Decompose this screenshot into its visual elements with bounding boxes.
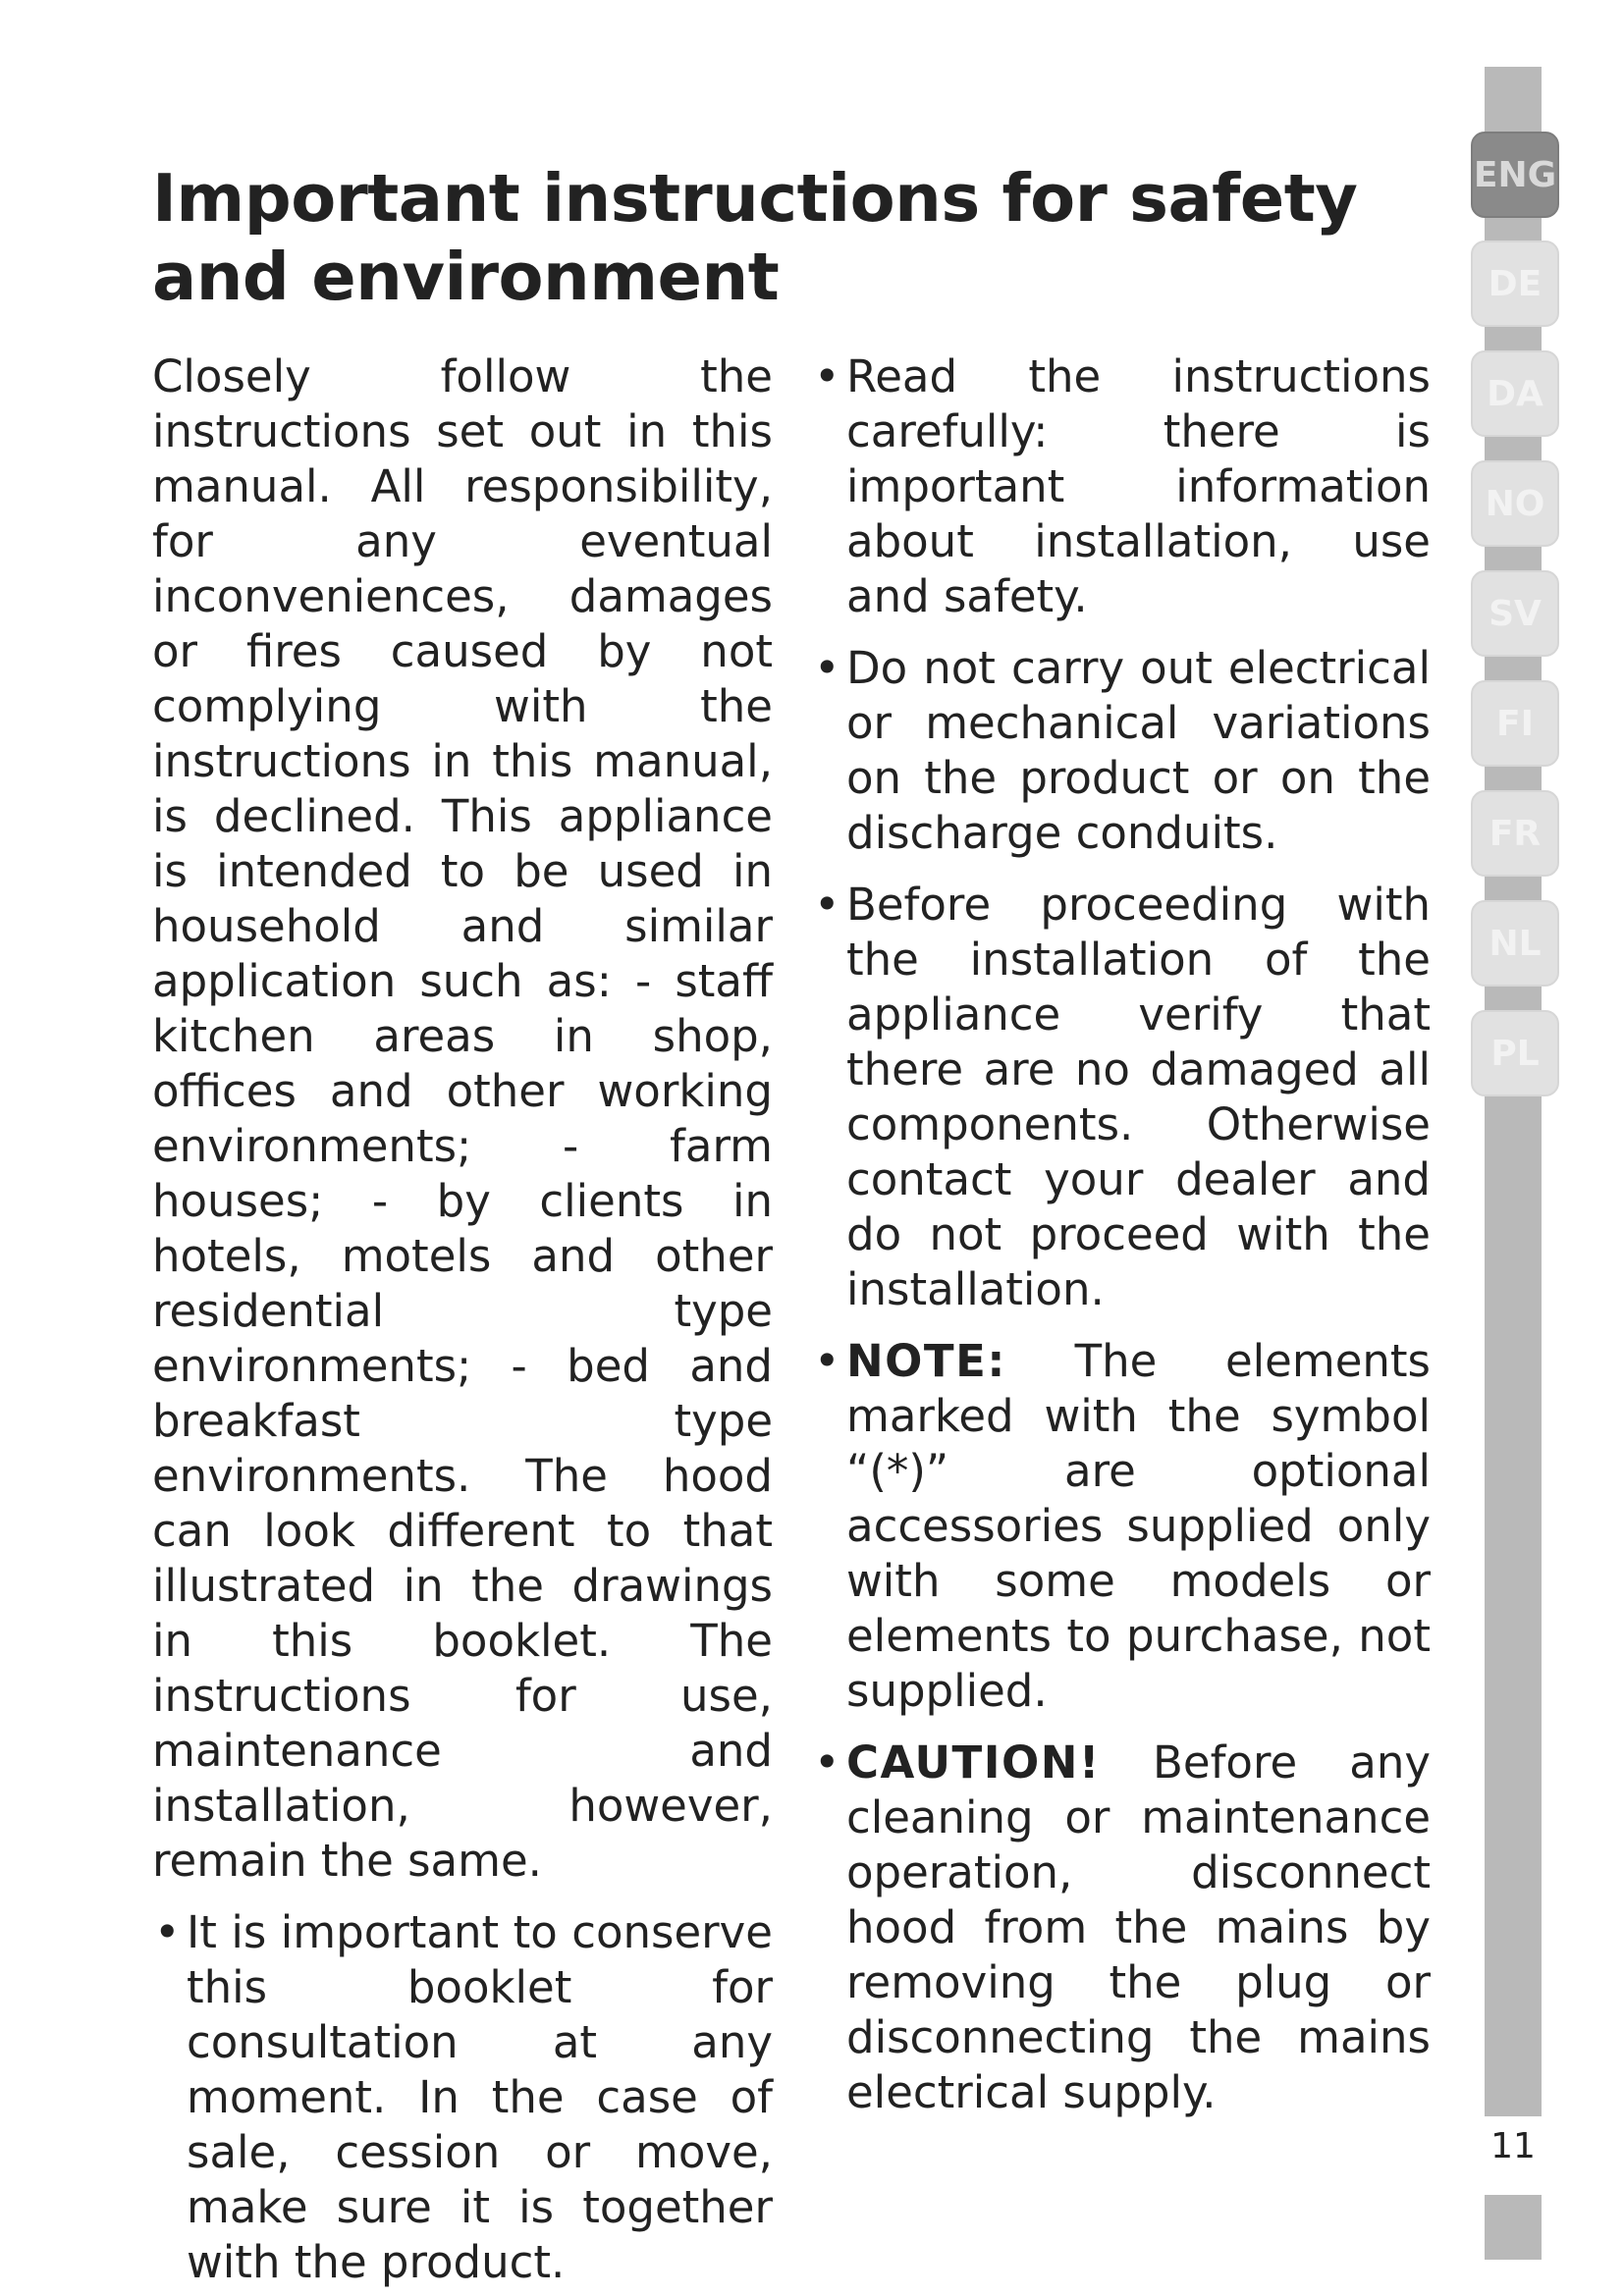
bullet-text: The elements marked with the symbol “(*)” are optional accessories supplied only with some models or elements to purchase, not supplied.	[846, 1335, 1431, 1717]
lang-tab-sv[interactable]: SV	[1471, 570, 1559, 657]
bullet-text: Before proceeding with the installation of the appliance verify that there are no damaged all components. Otherwise contact your dealer and do not proceed with the installation.	[846, 879, 1431, 1315]
intro-paragraph: Closely follow the instructions set out in this manual. All responsibility, for any eventual inconveniences, damages or fires caused by not complying with the instructions in this manual, is declined. This appliance is intended to be used in household and similar application such as: - staff kitchen areas in shop, offices and other working environments; - farm houses; - by clients in hotels, motels and other residential type environments; - bed and breakfast type environments. The hood can look different to that illustrated in the drawings in this booklet. The instructions for use, maintenance and installation, however, remain the same.	[152, 350, 773, 1887]
page-number: 11	[1490, 2126, 1536, 2166]
left-column	[152, 349, 773, 2290]
lang-tab-de[interactable]: DE	[1471, 240, 1559, 327]
lang-tab-fr[interactable]: FR	[1471, 790, 1559, 877]
bullet-caution	[812, 1735, 1431, 2120]
bullet-verify-components	[812, 878, 1431, 1317]
right-bullet-list	[812, 349, 1431, 2120]
footer-block	[1485, 2195, 1542, 2260]
bullet-conserve-booklet: • It is important to conserve this booklet for consultation at any moment. In the case of sale, cession or move, make sure it is together with the product.	[152, 1905, 773, 2290]
bullet-text: Do not carry out electrical or mechanical variations on the product or on the discharge conduits.	[846, 642, 1431, 859]
bullet-no-variations	[812, 641, 1431, 861]
lang-tab-da[interactable]: DA	[1471, 350, 1559, 437]
lang-tab-eng[interactable]: ENG	[1471, 132, 1559, 218]
left-bullet-list	[152, 1905, 773, 2290]
page-title: Important instructions for safety and environment	[152, 160, 1358, 315]
lang-tab-pl[interactable]: PL	[1471, 1010, 1559, 1096]
caution-label: CAUTION!	[846, 1736, 1101, 1789]
lang-tab-fi[interactable]: FI	[1471, 680, 1559, 767]
bullet-text: Before any cleaning or maintenance operation, disconnect hood from the mains by removing the plug or disconnecting the mains electrical supply.	[846, 1736, 1431, 2118]
bullet-read-instructions	[812, 349, 1431, 624]
note-label: NOTE:	[846, 1335, 1006, 1387]
bullet-note	[812, 1334, 1431, 1719]
lang-tab-no[interactable]: NO	[1471, 460, 1559, 547]
lang-tab-nl[interactable]: NL	[1471, 900, 1559, 987]
right-column	[812, 349, 1431, 2120]
bullet-text: Read the instructions carefully: there is important information about installation, use and safety.	[846, 350, 1431, 622]
